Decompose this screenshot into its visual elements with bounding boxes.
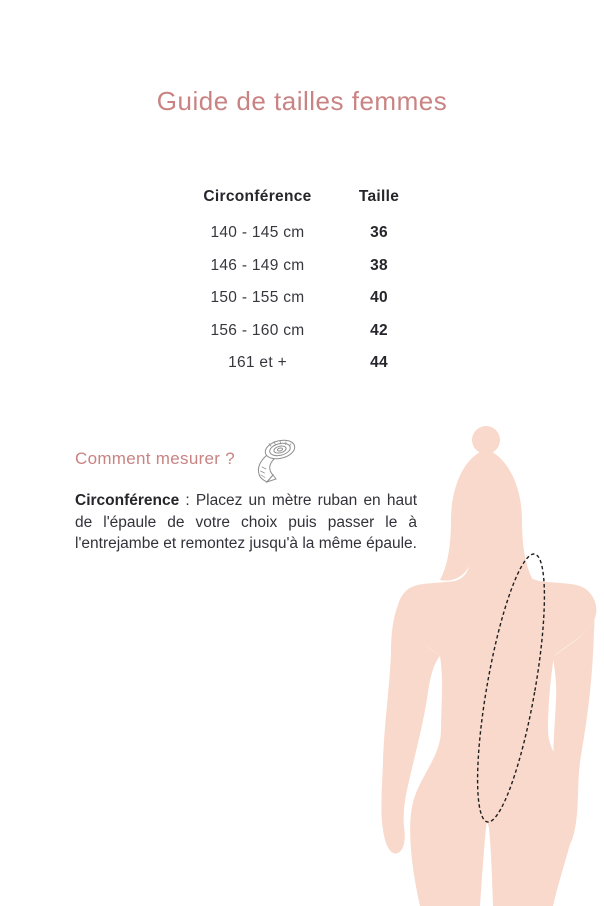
size-table-header	[190, 184, 419, 210]
size-value: 44	[370, 354, 388, 372]
table-row	[190, 217, 419, 250]
size-value: 40	[370, 289, 388, 307]
column-header-size: Taille	[358, 188, 400, 205]
circumference-value: 161 et +	[228, 354, 287, 372]
column-header-circumference: Circonférence	[203, 188, 312, 205]
female-body-shape	[381, 426, 596, 906]
size-value: 42	[370, 321, 388, 339]
size-value: 38	[370, 256, 388, 274]
measuring-tape-icon	[250, 434, 302, 486]
size-table	[190, 184, 419, 380]
female-silhouette	[370, 420, 604, 906]
description-body: : Placez un mètre ruban en haut de l'épaule de votre choix puis passer le à l'entrejambe et remontez jusqu'à la même épaule.	[75, 492, 417, 552]
how-to-measure-heading: Comment mesurer ?	[75, 449, 236, 468]
page-title: Guide de tailles femmes	[156, 86, 448, 116]
circumference-value: 150 - 155 cm	[210, 289, 305, 307]
circumference-value: 156 - 160 cm	[210, 321, 305, 339]
measure-description	[75, 490, 417, 555]
table-row	[190, 250, 419, 283]
circumference-value: 140 - 145 cm	[210, 224, 305, 242]
description-term: Circonférence	[75, 492, 180, 509]
table-row	[190, 347, 419, 380]
table-row	[190, 282, 419, 315]
size-value: 36	[370, 224, 388, 242]
table-row	[190, 315, 419, 348]
circumference-value: 146 - 149 cm	[210, 256, 305, 274]
